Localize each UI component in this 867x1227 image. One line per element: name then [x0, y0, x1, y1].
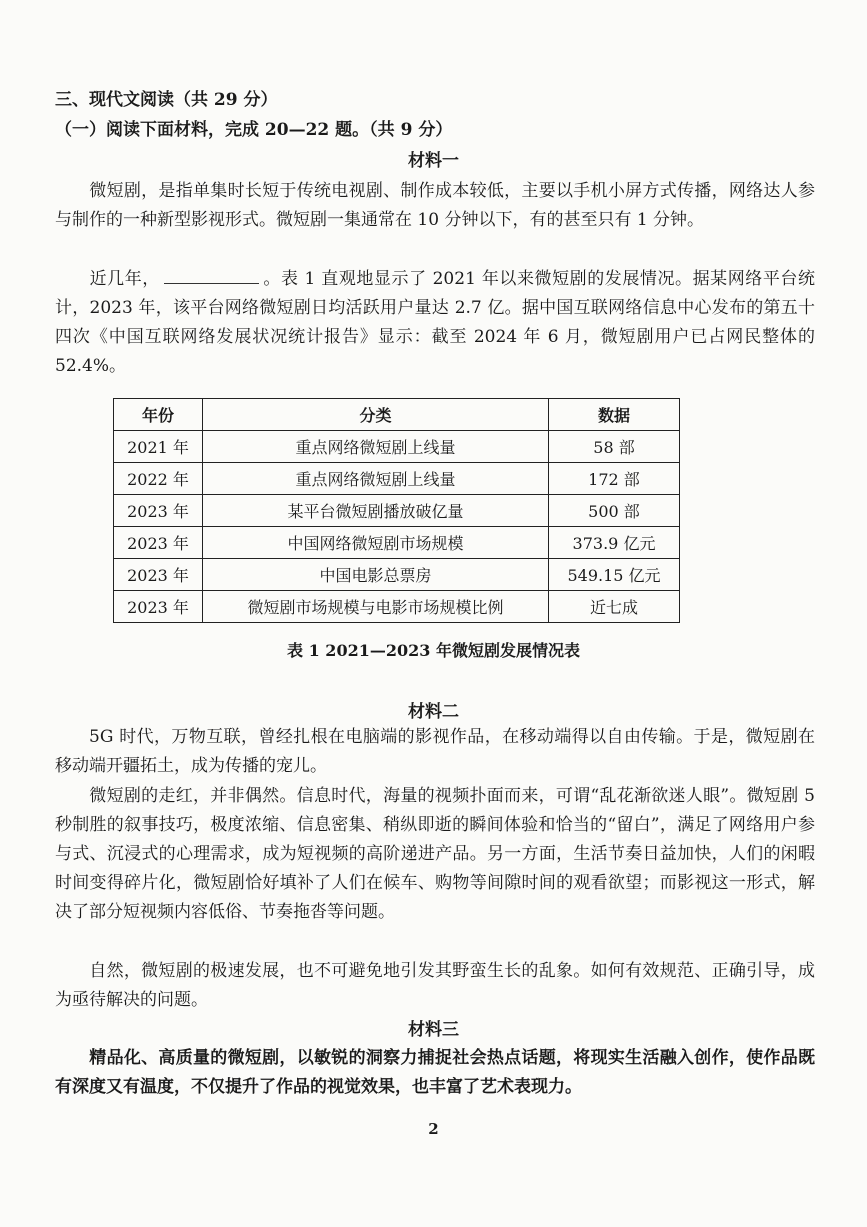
page-number: 2 [428, 1120, 439, 1138]
sub-title: （一）阅读下面材料，完成 20—22 题。（共 9 分） [55, 120, 453, 140]
table-header-row [114, 399, 680, 431]
material2-para2 [55, 782, 815, 927]
table-row [114, 591, 680, 623]
cell-value: 近七成 [549, 591, 680, 623]
cell-year: 2023 年 [114, 559, 203, 591]
cell-category: 中国网络微短剧市场规模 [203, 527, 549, 559]
material2-heading: 材料二 [408, 702, 459, 722]
material3-para1-text: 精品化、高质量的微短剧，以敏锐的洞察力捕捉社会热点话题，将现实生活融入创作，使作品既有深度又有温度，不仅提升了作品的视觉效果，也丰富了艺术表现力。 [55, 1048, 815, 1097]
cell-category: 重点网络微短剧上线量 [203, 431, 549, 463]
cell-category: 某平台微短剧播放破亿量 [203, 495, 549, 527]
table-row [114, 463, 680, 495]
cell-year: 2022 年 [114, 463, 203, 495]
cell-year: 2021 年 [114, 431, 203, 463]
cell-value: 373.9 亿元 [549, 527, 680, 559]
cell-value: 172 部 [549, 463, 680, 495]
cell-year: 2023 年 [114, 527, 203, 559]
material2-para1 [55, 723, 815, 781]
header-data: 数据 [549, 399, 680, 431]
material1-para1 [55, 177, 815, 235]
material3-para1 [55, 1044, 815, 1102]
table-row [114, 431, 680, 463]
development-table [113, 398, 680, 623]
material2-para1-text: 5G 时代，万物互联，曾经扎根在电脑端的影视作品，在移动端得以自由传输。于是，微短剧在移动端开疆拓土，成为传播的宠儿。 [55, 727, 815, 776]
material1-para1-text: 微短剧，是指单集时长短于传统电视剧、制作成本较低，主要以手机小屏方式传播，网络达人参与制作的一种新型影视形式。微短剧一集通常在 10 分钟以下，有的甚至只有 1 分钟。 [55, 181, 815, 230]
material1-heading: 材料一 [408, 151, 459, 171]
table-row [114, 495, 680, 527]
cell-year: 2023 年 [114, 495, 203, 527]
cell-year: 2023 年 [114, 591, 203, 623]
cell-value: 500 部 [549, 495, 680, 527]
header-category: 分类 [203, 399, 549, 431]
material3-heading: 材料三 [408, 1020, 459, 1040]
material2-para3-text: 自然，微短剧的极速发展，也不可避免地引发其野蛮生长的乱象。如何有效规范、正确引导，成为亟待解决的问题。 [55, 961, 815, 1010]
cell-value: 549.15 亿元 [549, 559, 680, 591]
material1-para2 [55, 265, 815, 381]
cell-category: 微短剧市场规模与电影市场规模比例 [203, 591, 549, 623]
cell-category: 重点网络微短剧上线量 [203, 463, 549, 495]
cell-value: 58 部 [549, 431, 680, 463]
material2-para3 [55, 957, 815, 1015]
material1-para2-start: 近几年， [89, 269, 160, 289]
material1-para2-rest: 。表 1 直观地显示了 2021 年以来微短剧的发展情况。据某网络平台统计，2023 年，该平台网络微短剧日均活跃用户量达 2.7 亿。据中国互联网络信息中心发布的第五十四次《中国互联网络发展状况统计报告》显示：截至 2024 年 6 月，微短剧用户已占网民整体的 52.4%。 [55, 269, 815, 376]
table-row [114, 527, 680, 559]
section-title: 三、现代文阅读（共 29 分） [55, 90, 278, 110]
fill-in-blank [164, 271, 259, 284]
header-year: 年份 [114, 399, 203, 431]
material2-para2-text: 微短剧的走红，并非偶然。信息时代，海量的视频扑面而来，可谓“乱花渐欲迷人眼”。微短剧 5 秒制胜的叙事技巧，极度浓缩、信息密集、稍纵即逝的瞬间体验和恰当的“留白”，满足了网络用户参与式、沉浸式的心理需求，成为短视频的高阶递进产品。另一方面，生活节奏日益加快，人们的闲暇时间变得碎片化，微短剧恰好填补了人们在候车、购物等间隙时间的观看欲望；而影视这一形式，解决了部分短视频内容低俗、节奏拖沓等问题。 [55, 786, 815, 922]
cell-category: 中国电影总票房 [203, 559, 549, 591]
table-row [114, 559, 680, 591]
table-caption: 表 1 2021—2023 年微短剧发展情况表 [287, 641, 580, 660]
